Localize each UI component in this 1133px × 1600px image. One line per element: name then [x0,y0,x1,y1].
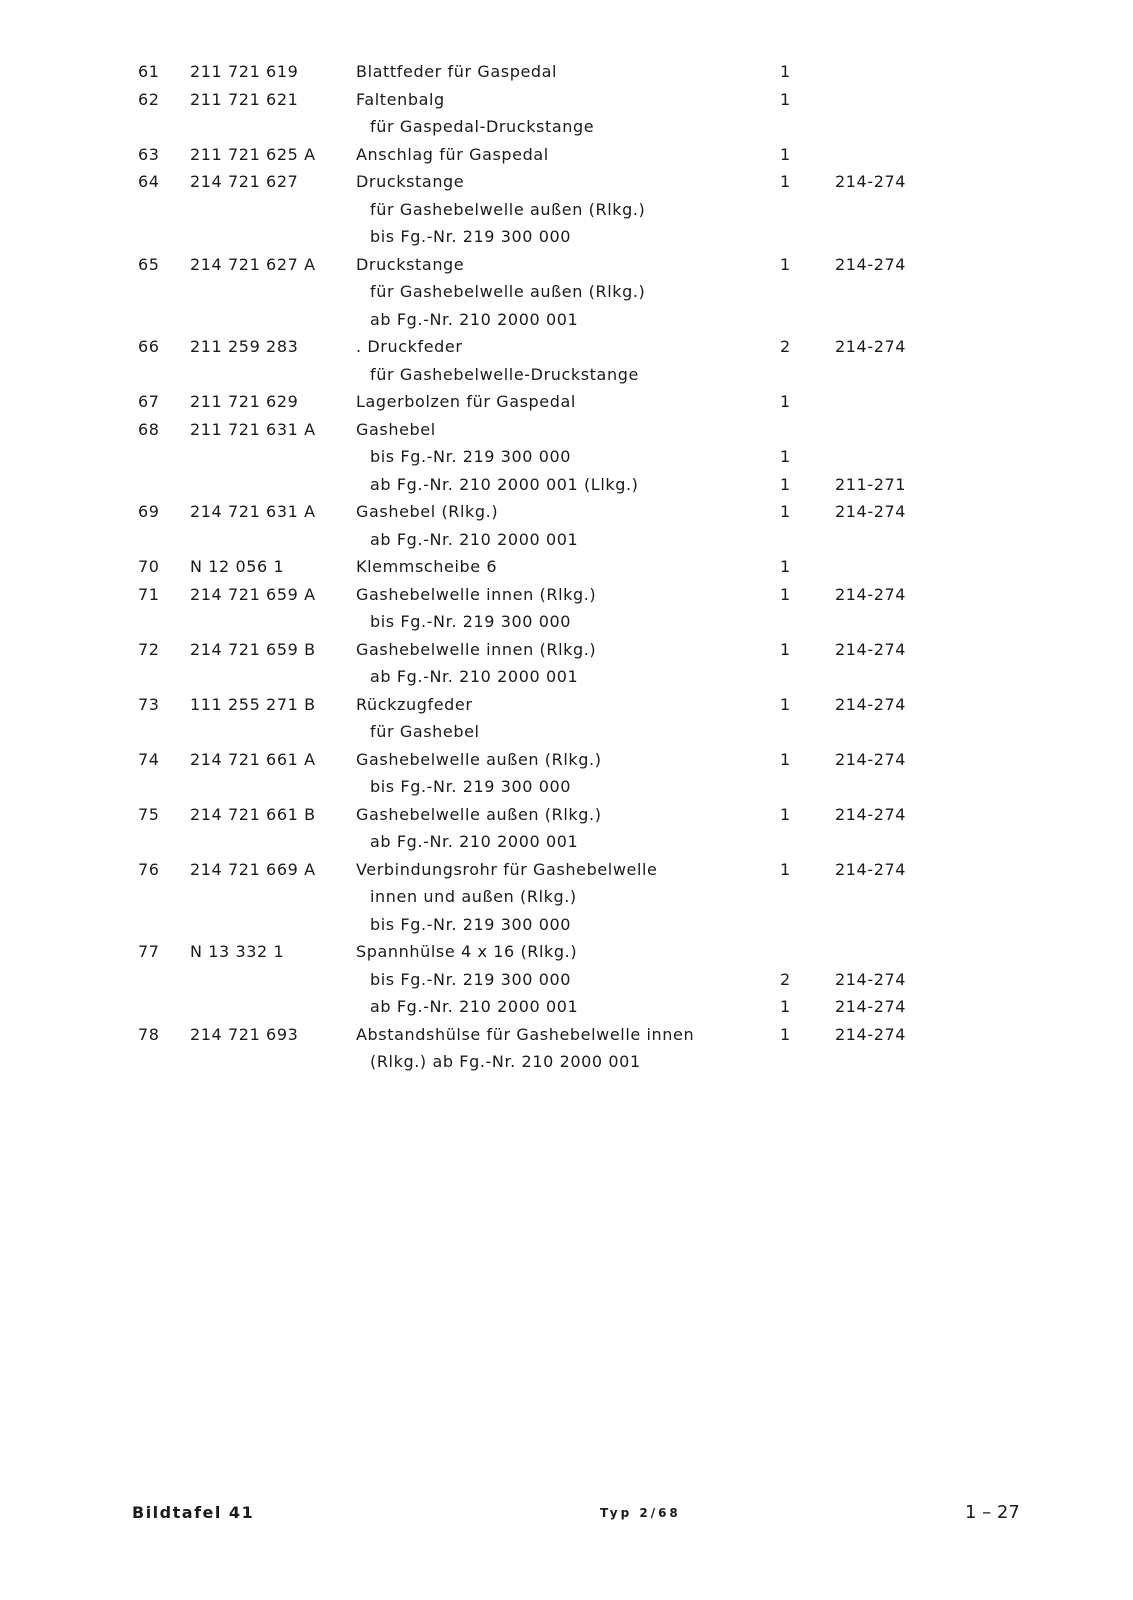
part-description: ab Fg.-Nr. 210 2000 001 (Llkg.) [370,474,639,494]
part-description: Blattfeder für Gaspedal [356,62,558,81]
part-description: Abstandshülse für Gashebelwelle innen [356,1024,695,1044]
part-description: (Rlkg.) ab Fg.-Nr. 210 2000 001 [370,1052,641,1071]
footer-type-label: Typ 2/68 [600,1506,681,1520]
part-number: 214 721 693 [190,1024,299,1044]
vehicle-type: 214-274 [835,749,907,769]
parts-row-continuation [0,665,1133,689]
vehicle-type: 214-274 [835,1024,907,1044]
part-description: ab Fg.-Nr. 210 2000 001 [370,832,579,851]
part-description: Rückzugfeder [356,694,473,714]
item-number: 73 [138,694,160,714]
parts-row-continuation [0,1050,1133,1074]
vehicle-type: 214-274 [835,859,907,879]
quantity: 1 [780,172,791,191]
part-number: N 12 056 1 [190,557,285,576]
parts-row [0,583,1133,607]
parts-row-continuation [0,115,1133,139]
part-description: innen und außen (Rlkg.) [370,887,577,906]
part-description: Gashebelwelle außen (Rlkg.) [356,804,602,824]
part-description: ab Fg.-Nr. 210 2000 001 [370,997,579,1016]
part-number: 214 721 661 B [190,804,316,824]
page-footer [0,1500,1133,1526]
quantity: 1 [780,557,791,576]
quantity: 1 [780,639,791,659]
quantity: 1 [780,1024,791,1044]
parts-row [0,143,1133,167]
quantity: 2 [780,337,791,356]
parts-row [0,803,1133,827]
part-number: 211 721 625 A [190,144,316,164]
part-description: für Gaspedal-Druckstange [370,117,595,136]
parts-row [0,858,1133,882]
quantity: 1 [780,749,791,769]
item-number: 66 [138,337,160,356]
quantity: 1 [780,62,791,81]
parts-row-continuation [0,308,1133,332]
part-number: 111 255 271 B [190,694,316,714]
parts-row-continuation [0,885,1133,909]
quantity: 1 [780,584,791,604]
item-number: 70 [138,557,160,576]
vehicle-type: 214-274 [835,804,907,824]
item-number: 67 [138,392,160,411]
part-number: 211 721 619 [190,62,299,81]
quantity: 1 [780,392,791,411]
part-description: Gashebel (Rlkg.) [356,502,499,521]
item-number: 64 [138,172,160,191]
parts-row-continuation [0,528,1133,552]
parts-row [0,170,1133,194]
item-number: 63 [138,144,160,164]
parts-row [0,500,1133,524]
part-description: bis Fg.-Nr. 219 300 000 [370,447,572,466]
item-number: 72 [138,639,160,659]
part-number: 214 721 669 A [190,859,316,879]
part-description: ab Fg.-Nr. 210 2000 001 [370,309,579,329]
item-number: 76 [138,859,160,879]
part-number: 214 721 659 A [190,584,316,604]
quantity: 1 [780,997,791,1016]
item-number: 61 [138,62,160,81]
part-description: für Gashebel [370,722,480,741]
part-number: 214 721 631 A [190,502,316,521]
quantity: 1 [780,447,791,466]
parts-row-continuation [0,913,1133,937]
item-number: 74 [138,749,160,769]
part-description: Druckstange [356,254,465,274]
parts-row [0,693,1133,717]
part-number: 211 259 283 [190,337,299,356]
parts-row-continuation [0,720,1133,744]
part-description: Anschlag für Gaspedal [356,144,549,164]
vehicle-type: 214-274 [835,639,907,659]
quantity: 1 [780,474,791,494]
quantity: 1 [780,694,791,714]
part-description: bis Fg.-Nr. 219 300 000 [370,969,572,989]
part-number: 211 721 621 [190,89,299,109]
footer-plate-label: Bildtafel 41 [132,1503,255,1522]
part-description: Verbindungsrohr für Gashebelwelle [356,859,658,879]
parts-row [0,638,1133,662]
item-number: 78 [138,1024,160,1044]
parts-row [0,253,1133,277]
parts-row-continuation [0,610,1133,634]
quantity: 1 [780,502,791,521]
part-number: 214 721 661 A [190,749,316,769]
parts-row-continuation [0,830,1133,854]
part-description: Gashebelwelle innen (Rlkg.) [356,584,597,604]
item-number: 68 [138,419,160,439]
part-description: . Druckfeder [356,337,463,356]
part-number: 211 721 629 [190,392,299,411]
part-description: bis Fg.-Nr. 219 300 000 [370,227,572,246]
vehicle-type: 211-271 [835,474,907,494]
quantity: 1 [780,144,791,164]
parts-row [0,555,1133,579]
vehicle-type: 214-274 [835,254,907,274]
part-description: für Gashebelwelle-Druckstange [370,364,639,384]
part-description: ab Fg.-Nr. 210 2000 001 [370,529,579,549]
part-description: bis Fg.-Nr. 219 300 000 [370,914,572,934]
part-description: Druckstange [356,172,465,191]
vehicle-type: 214-274 [835,337,907,356]
quantity: 1 [780,804,791,824]
parts-row [0,1023,1133,1047]
part-description: Gashebel [356,419,436,439]
vehicle-type: 214-274 [835,997,907,1016]
parts-row [0,60,1133,84]
quantity: 2 [780,969,791,989]
parts-row-continuation [0,198,1133,222]
parts-row [0,940,1133,964]
parts-row-continuation [0,968,1133,992]
part-number: 214 721 627 [190,172,299,191]
vehicle-type: 214-274 [835,584,907,604]
parts-row-continuation [0,445,1133,469]
parts-row-continuation [0,995,1133,1019]
part-description: bis Fg.-Nr. 219 300 000 [370,612,572,631]
parts-row [0,88,1133,112]
item-number: 77 [138,942,160,961]
parts-row [0,390,1133,414]
part-description: Gashebelwelle außen (Rlkg.) [356,749,602,769]
parts-row-continuation [0,280,1133,304]
quantity: 1 [780,254,791,274]
part-number: 211 721 631 A [190,419,316,439]
quantity: 1 [780,89,791,109]
parts-row [0,418,1133,442]
part-description: ab Fg.-Nr. 210 2000 001 [370,667,579,686]
item-number: 71 [138,584,160,604]
vehicle-type: 214-274 [835,969,907,989]
part-description: Gashebelwelle innen (Rlkg.) [356,639,597,659]
item-number: 62 [138,89,160,109]
part-description: Lagerbolzen für Gaspedal [356,392,576,411]
parts-row [0,335,1133,359]
part-description: Spannhülse 4 x 16 (Rlkg.) [356,942,578,961]
part-description: für Gashebelwelle außen (Rlkg.) [370,282,646,301]
part-number: N 13 332 1 [190,942,285,961]
part-description: bis Fg.-Nr. 219 300 000 [370,777,572,796]
item-number: 69 [138,502,160,521]
part-description: für Gashebelwelle außen (Rlkg.) [370,199,646,219]
vehicle-type: 214-274 [835,172,907,191]
quantity: 1 [780,859,791,879]
part-description: Klemmscheibe 6 [356,557,498,576]
footer-page-number: 1 – 27 [965,1502,1020,1523]
vehicle-type: 214-274 [835,694,907,714]
parts-row-continuation [0,363,1133,387]
vehicle-type: 214-274 [835,502,907,521]
part-number: 214 721 627 A [190,254,316,274]
item-number: 75 [138,804,160,824]
part-description: Faltenbalg [356,89,445,109]
parts-row-continuation [0,473,1133,497]
parts-row-continuation [0,225,1133,249]
parts-row [0,748,1133,772]
parts-row-continuation [0,775,1133,799]
item-number: 65 [138,254,160,274]
part-number: 214 721 659 B [190,639,316,659]
